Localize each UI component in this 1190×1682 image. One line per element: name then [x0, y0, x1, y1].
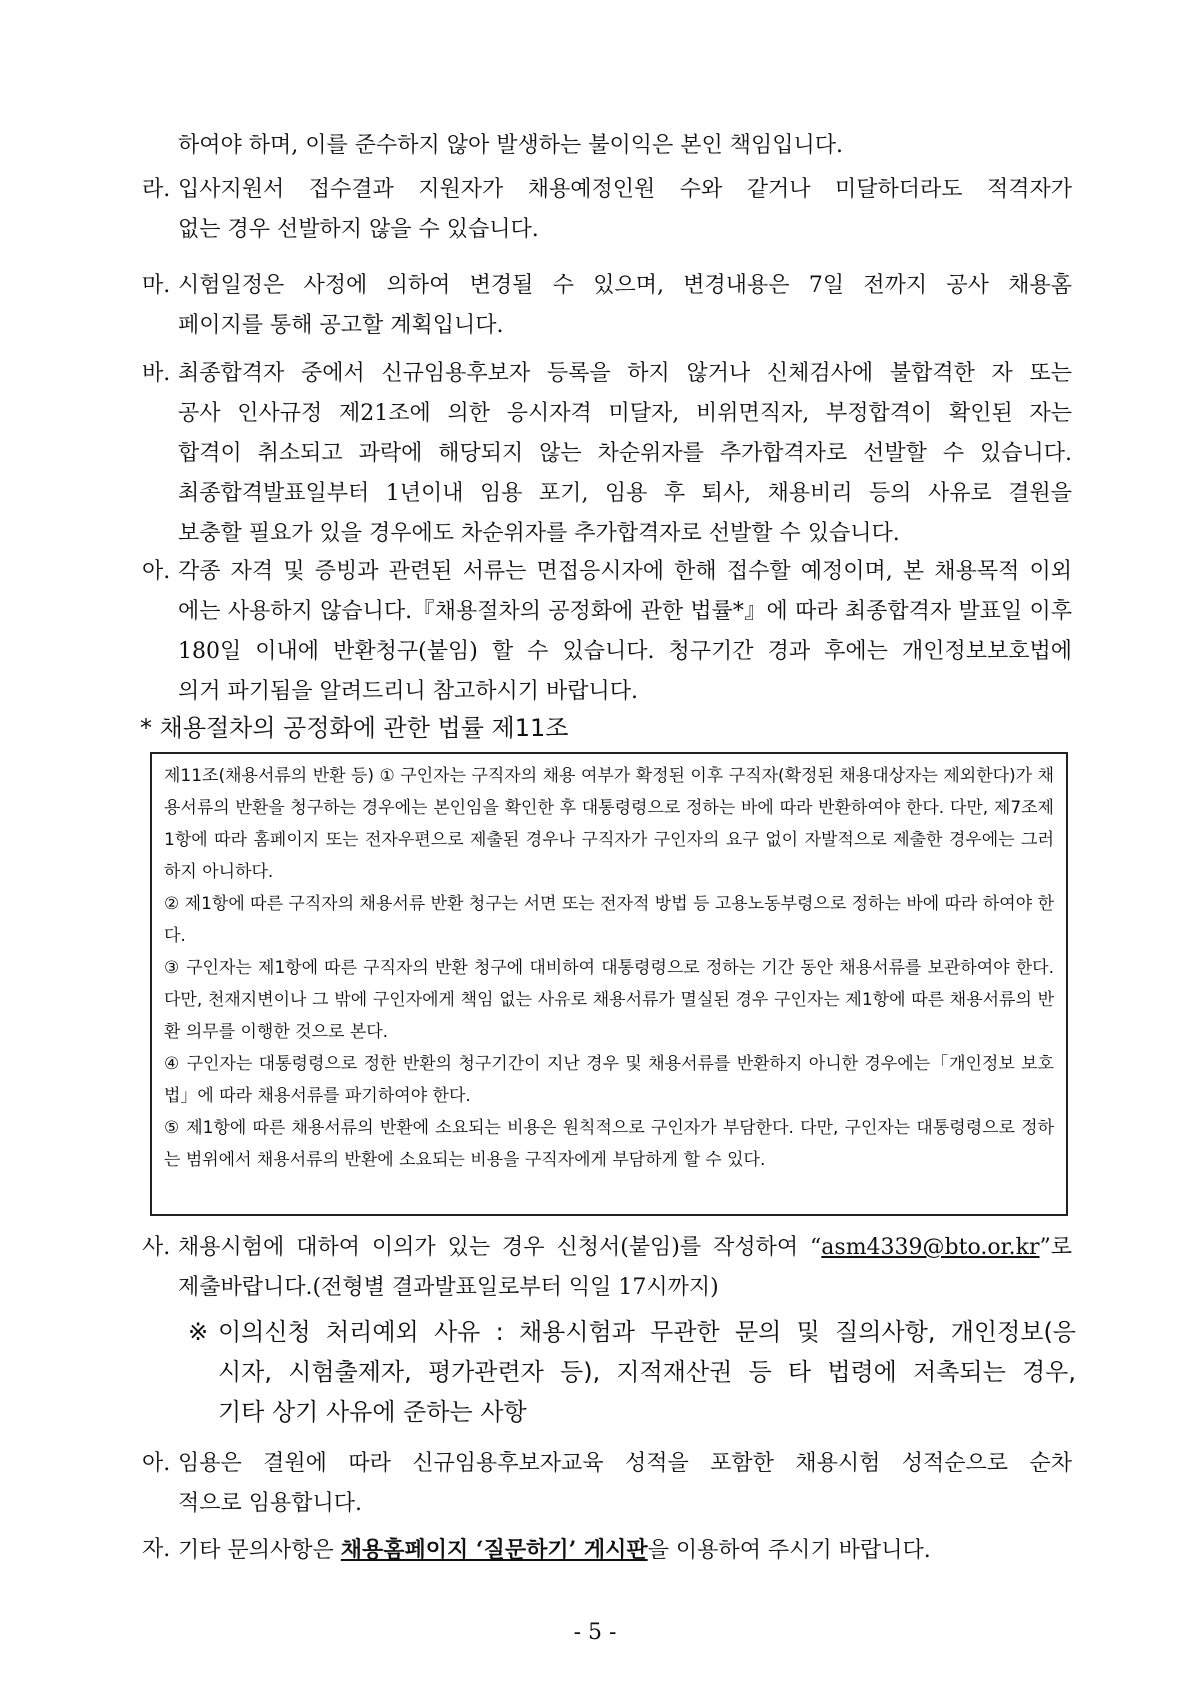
- item-line: 공사 인사규정 제21조에 의한 응시자격 미달자, 비위면직자, 부정합격이 확인된 자는: [178, 401, 1072, 426]
- law-paragraph: 제11조(채용서류의 반환 등) ① 구인자는 구직자의 채용 여부가 확정된 이후 구직자(확정된 채용대상자는 제외한다)가 채용서류의 반환을 청구하는 경우에는 본인임을 확인한 후 대통령령으로 정하는 바에 따라 반환하여야 한다. 다만, 제7조제1항에 따라 홈페이지 또는 전자우편으로 제출된 경우나 구직자가 구인자의 요구 없이 자발적으로 제출한 경우에는 그러하지 아니하다.: [164, 766, 1054, 882]
- list-item-ba: [142, 354, 1072, 554]
- item-marker: 자.: [142, 1537, 171, 1562]
- list-item-ja: [142, 1530, 1072, 1571]
- item-line: 제출바랍니다.(전형별 결과발표일로부터 익일 17시까지): [178, 1275, 719, 1300]
- list-item-ra: [142, 170, 1072, 250]
- item-marker: 바.: [142, 361, 171, 386]
- note-marker: ※: [188, 1318, 209, 1346]
- item-line: [142, 1530, 1072, 1571]
- list-item-a: [142, 552, 1072, 712]
- continued-line: 하여야 하며, 이를 준수하지 않아 발생하는 불이익은 본인 책임입니다.: [178, 133, 843, 158]
- item-marker: 아.: [142, 559, 171, 584]
- item-line: 보충할 필요가 있을 경우에도 차순위자를 추가합격자로 선발할 수 있습니다.: [178, 521, 900, 546]
- item-marker: 라.: [142, 177, 171, 202]
- list-item-sa: [142, 1228, 1072, 1308]
- law-paragraph: ④ 구인자는 대통령령으로 정한 반환의 청구기간이 지난 경우 및 채용서류를 반환하지 아니한 경우에는「개인정보 보호법」에 따라 채용서류를 파기하여야 한다.: [164, 1054, 1054, 1106]
- law-paragraph: ② 제1항에 따른 구직자의 채용서류 반환 청구는 서면 또는 전자적 방법 등 고용노동부령으로 정하는 바에 따라 하여야 한다.: [164, 894, 1054, 946]
- item-line: 최종합격자 중에서 신규임용후보자 등록을 하지 않거나 신체검사에 불합격한 자 또는: [178, 361, 1072, 386]
- objection-text-end: ”로: [1039, 1235, 1072, 1260]
- item-line: 180일 이내에 반환청구(붙임) 할 수 있습니다. 청구기간 경과 후에는 개인정보보호법에: [178, 639, 1072, 664]
- note-line: 이의신청 처리예외 사유 : 채용시험과 무관한 문의 및 질의사항, 개인정보(응: [218, 1318, 1076, 1346]
- item-line: 페이지를 통해 공고할 계획입니다.: [178, 313, 504, 338]
- item-line: 최종합격발표일부터 1년이내 임용 포기, 임용 후 퇴사, 채용비리 등의 사유로 결원을: [178, 481, 1072, 506]
- note-line: 시자, 시험출제자, 평가관련자 등), 지적재산권 등 타 법령에 저촉되는 경우,: [218, 1358, 1076, 1386]
- item-line: 없는 경우 선발하지 않을 수 있습니다.: [178, 217, 539, 242]
- item-marker: 사.: [142, 1235, 171, 1260]
- inquiry-text-end: 을 이용하여 주시기 바랍니다.: [647, 1538, 931, 1563]
- item-line: 합격이 취소되고 과락에 해당되지 않는 차순위자를 추가합격자로 선발할 수 있습니다.: [178, 441, 1072, 466]
- law-title: * 채용절차의 공정화에 관한 법률 제11조: [140, 714, 569, 742]
- law-excerpt-box: [150, 752, 1068, 1216]
- item-line: 시험일정은 사정에 의하여 변경될 수 있으며, 변경내용은 7일 전까지 공사 채용홈: [178, 273, 1072, 298]
- inquiry-board-link[interactable]: 채용홈페이지 ‘질문하기’ 게시판: [340, 1537, 648, 1563]
- item-line: 각종 자격 및 증빙과 관련된 서류는 면접응시자에 한해 접수할 예정이며, 본 채용목적 이외: [178, 559, 1072, 584]
- item-line: 임용은 결원에 따라 신규임용후보자교육 성적을 포함한 채용시험 성적순으로 순차: [178, 1451, 1072, 1476]
- item-line: 입사지원서 접수결과 지원자가 채용예정인원 수와 같거나 미달하더라도 적격자가: [178, 177, 1072, 202]
- item-line: [142, 1228, 1072, 1268]
- inquiry-text: 기타 문의사항은: [178, 1538, 341, 1563]
- note-line: 기타 상기 사유에 준하는 사항: [218, 1398, 527, 1426]
- list-item-appointment: [142, 1444, 1072, 1524]
- law-paragraph: ③ 구인자는 제1항에 따른 구직자의 반환 청구에 대비하여 대통령령으로 정하는 기간 동안 채용서류를 보관하여야 한다. 다만, 천재지변이나 그 밖에 구인자에게 책임 없는 사유로 채용서류가 멸실된 경우 구인자는 제1항에 따른 채용서류의 반환 의무를 이행한 것으로 본다.: [164, 958, 1055, 1042]
- list-item-ma: [142, 266, 1072, 346]
- item-line: 의거 파기됨을 알려드리니 참고하시기 바랍니다.: [178, 679, 639, 704]
- item-line: 에는 사용하지 않습니다.『채용절차의 공정화에 관한 법률*』에 따라 최종합격자 발표일 이후: [178, 599, 1072, 624]
- item-marker: 마.: [142, 273, 171, 298]
- objection-exception-note: [188, 1312, 1076, 1432]
- law-paragraph: ⑤ 제1항에 따른 채용서류의 반환에 소요되는 비용은 원칙적으로 구인자가 부담한다. 다만, 구인자는 대통령령으로 정하는 범위에서 채용서류의 반환에 소요되는 비용을 구직자에게 부담하게 할 수 있다.: [164, 1118, 1054, 1170]
- item-line: 적으로 임용합니다.: [178, 1491, 363, 1516]
- objection-text: 채용시험에 대하여 이의가 있는 경우 신청서(붙임)를 작성하여 “: [178, 1235, 822, 1260]
- item-marker: 아.: [142, 1451, 171, 1476]
- page-number: - 5 -: [573, 1620, 617, 1645]
- objection-email-link[interactable]: asm4339@bto.or.kr: [821, 1235, 1040, 1260]
